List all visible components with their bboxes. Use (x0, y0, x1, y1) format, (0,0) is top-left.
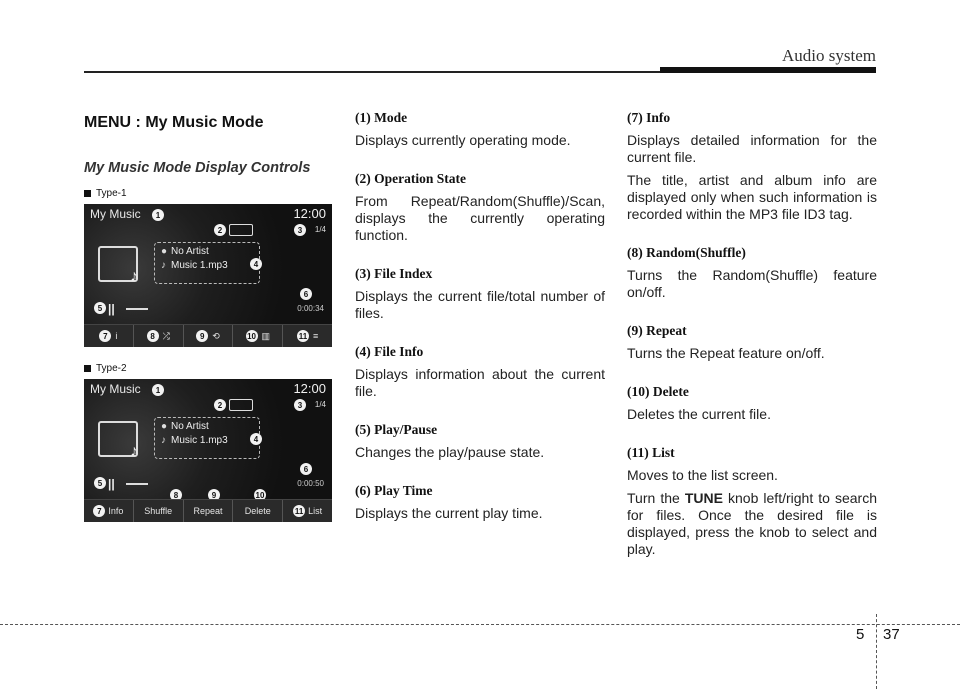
item-text: Changes the play/pause state. (355, 444, 545, 460)
list-button[interactable]: 11 List (294, 506, 323, 516)
note-icon: ♪ (161, 260, 166, 271)
callout-9: 9 (208, 489, 220, 501)
person-icon: ● (161, 246, 168, 257)
callout-8: 8 (170, 489, 182, 501)
callout-6: 6 (300, 463, 312, 475)
screen-play-time: 0:00:34 (297, 304, 324, 313)
repeat-mode-icon (229, 224, 253, 236)
screen-clock: 12:00 (293, 206, 326, 221)
item-heading: (7) Info (627, 110, 671, 125)
item-text: Turns the Random(Shuffle) feature on/off. (627, 267, 877, 300)
trash-icon: ▥ (261, 330, 271, 341)
screen-mode-title: My Music (90, 382, 141, 396)
progress-bar (126, 308, 148, 310)
item-heading: (4) File Info (355, 344, 424, 359)
column-descriptions-2 (627, 110, 877, 558)
column-screens (84, 110, 334, 522)
section-number: 5 (856, 626, 865, 643)
item-text: Displays detailed information for the current file. (627, 132, 877, 165)
delete-button[interactable]: Delete (233, 500, 283, 522)
note-icon: ♪ (161, 435, 166, 446)
repeat-button[interactable]: 9 ⟲ (184, 325, 234, 347)
item-heading: (9) Repeat (627, 323, 687, 338)
repeat-button[interactable]: Repeat (184, 500, 234, 522)
screen-clock: 12:00 (293, 381, 326, 396)
folder-music-icon (98, 421, 138, 457)
list-icon: ≡ (312, 331, 319, 341)
item-text: The title, artist and album info are displayed only when such information is recorded within the MP3 file ID3 tag. (627, 172, 877, 222)
page-number: 37 (883, 626, 900, 643)
square-bullet-icon (84, 190, 91, 197)
header-accent-bar (660, 67, 876, 73)
callout-3: 3 (294, 224, 306, 236)
item-text: Displays the current file/total number of files. (355, 288, 605, 321)
info-button[interactable]: 7 Info (84, 500, 134, 522)
tune-knob-label: TUNE (684, 490, 723, 506)
section-subtitle: My Music Mode Display Controls (84, 160, 311, 176)
item-text: Displays the current play time. (355, 505, 543, 521)
delete-button[interactable]: 10 ▥ (233, 325, 283, 347)
callout-6: 6 (300, 288, 312, 300)
item-text: Displays currently operating mode. (355, 132, 571, 148)
type1-screen (84, 204, 332, 347)
progress-bar (126, 483, 148, 485)
item-heading: (8) Random(Shuffle) (627, 245, 746, 260)
info-icon: i (115, 331, 118, 341)
item-heading: (3) File Index (355, 266, 433, 281)
file-info-box: ● No Artist ♪ Music 1.mp3 (154, 242, 260, 284)
callout-4: 4 (250, 258, 262, 270)
type2-screen (84, 379, 332, 522)
person-icon: ● (161, 421, 168, 432)
callout-1: 1 (152, 384, 164, 396)
pause-icon[interactable]: || (108, 477, 115, 491)
shuffle-button[interactable]: Shuffle (134, 500, 184, 522)
callout-10: 10 (255, 490, 265, 500)
header-title: Audio system (782, 46, 876, 65)
type2-text-bar (84, 499, 332, 522)
type1-icon-bar (84, 324, 332, 347)
type1-label: Type-1 (84, 188, 334, 199)
square-bullet-icon (84, 365, 91, 372)
screen-file-index: 1/4 (314, 400, 326, 409)
screen-play-time: 0:00:50 (297, 479, 324, 488)
item-heading: (1) Mode (355, 110, 408, 125)
item-text: Turns the Repeat feature on/off. (627, 345, 825, 361)
item-text: Moves to the list screen. (627, 467, 778, 483)
item-heading: (10) Delete (627, 384, 689, 399)
repeat-mode-icon (229, 399, 253, 411)
callout-4: 4 (250, 433, 262, 445)
screen-mode-title: My Music (90, 207, 141, 221)
item-text: Displays information about the current file. (355, 366, 605, 399)
item-heading: (2) Operation State (355, 171, 466, 186)
callout-5: 5 (94, 302, 106, 314)
callout-3: 3 (294, 399, 306, 411)
file-info-box: ● No Artist ♪ Music 1.mp3 (154, 417, 260, 459)
item-text: Deletes the current file. (627, 406, 771, 422)
type2-label: Type-2 (84, 363, 334, 374)
item-heading: (6) Play Time (355, 483, 433, 498)
shuffle-button[interactable]: 8 ⤮ (134, 325, 184, 347)
callout-1: 1 (152, 209, 164, 221)
item-text: Turn the TUNE knob left/right to search for files. Once the desired file is displayed, press the knob to select and play. (627, 490, 877, 557)
repeat-icon: ⟲ (212, 330, 220, 341)
header-rule (84, 71, 662, 73)
item-heading: (5) Play/Pause (355, 422, 438, 437)
info-button[interactable]: 7 i (84, 325, 134, 347)
screen-file-index: 1/4 (314, 225, 326, 234)
footer-divider (876, 614, 877, 689)
item-heading: (11) List (627, 445, 675, 460)
pause-icon[interactable]: || (108, 302, 115, 316)
section-title: MENU : My Music Mode (84, 114, 264, 131)
shuffle-icon: ⤮ (162, 330, 170, 341)
callout-2: 2 (214, 399, 226, 411)
list-button[interactable]: 11 ≡ (298, 331, 319, 341)
folder-music-icon (98, 246, 138, 282)
column-descriptions-1 (355, 110, 605, 522)
callout-2: 2 (214, 224, 226, 236)
item-text: From Repeat/Random(Shuffle)/Scan, displays the currently operating function. (355, 193, 605, 243)
footer-rule (0, 624, 960, 625)
callout-5: 5 (94, 477, 106, 489)
